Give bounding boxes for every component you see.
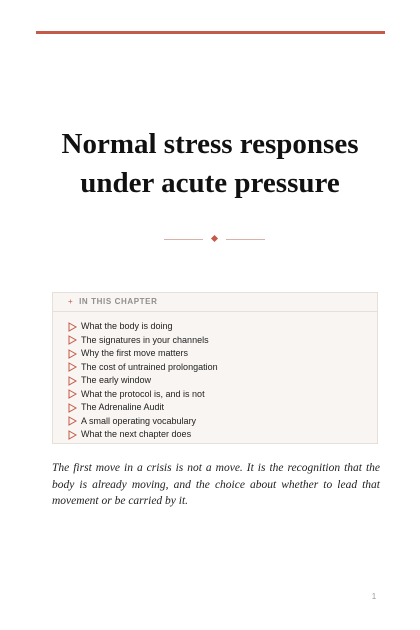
toc-item-label: What the protocol is, and is not xyxy=(81,388,205,399)
chapter-title-line-1: Normal stress responses xyxy=(61,128,359,160)
toc-item[interactable] xyxy=(68,320,377,334)
triangle-right-icon xyxy=(68,335,81,345)
toc-heading: IN THIS CHAPTER xyxy=(79,297,158,306)
toc-header xyxy=(53,293,377,312)
toc-item-label: Why the first move matters xyxy=(81,348,189,358)
triangle-right-icon xyxy=(68,322,81,332)
plus-icon: + xyxy=(68,297,74,306)
toc-item[interactable] xyxy=(68,347,377,361)
toc-item-label: What the next chapter does xyxy=(81,429,192,439)
triangle-right-icon xyxy=(68,430,81,440)
divider-line-left xyxy=(164,239,203,240)
triangle-right-icon xyxy=(68,389,81,399)
toc-item[interactable] xyxy=(68,361,377,375)
toc-item[interactable] xyxy=(68,428,377,442)
title-divider-ornament xyxy=(0,234,420,246)
chapter-title-line-2: under acute pressure xyxy=(80,167,340,199)
toc-item[interactable] xyxy=(68,374,377,388)
triangle-right-icon xyxy=(68,416,81,426)
toc-item[interactable] xyxy=(68,334,377,348)
toc-item-label: A small operating vocabulary xyxy=(81,415,197,426)
triangle-right-icon xyxy=(68,349,81,359)
toc-item-label: What the body is doing xyxy=(81,321,173,331)
toc-list xyxy=(53,312,377,442)
toc-item[interactable] xyxy=(68,415,377,429)
page-number: 1 xyxy=(371,592,377,601)
toc-item-label: The Adrenaline Audit xyxy=(81,402,165,412)
toc-item-label: The early window xyxy=(81,375,152,385)
toc-item-label: The signatures in your channels xyxy=(81,334,209,345)
toc-item-label: The cost of untrained prolongation xyxy=(81,361,218,372)
toc-item[interactable] xyxy=(68,401,377,415)
triangle-right-icon xyxy=(68,403,81,413)
in-this-chapter-box xyxy=(52,292,378,444)
triangle-right-icon xyxy=(68,376,81,386)
chapter-title xyxy=(20,125,400,203)
divider-line-right xyxy=(226,239,265,240)
intro-paragraph: The first move in a crisis is not a move. It is the recognition that the body is already moving, and the choice about whether to lead that movement or be carried by it. xyxy=(52,462,380,507)
triangle-right-icon xyxy=(68,362,81,372)
toc-item[interactable] xyxy=(68,388,377,402)
diamond-icon xyxy=(211,235,218,242)
top-accent-rule xyxy=(36,31,385,34)
